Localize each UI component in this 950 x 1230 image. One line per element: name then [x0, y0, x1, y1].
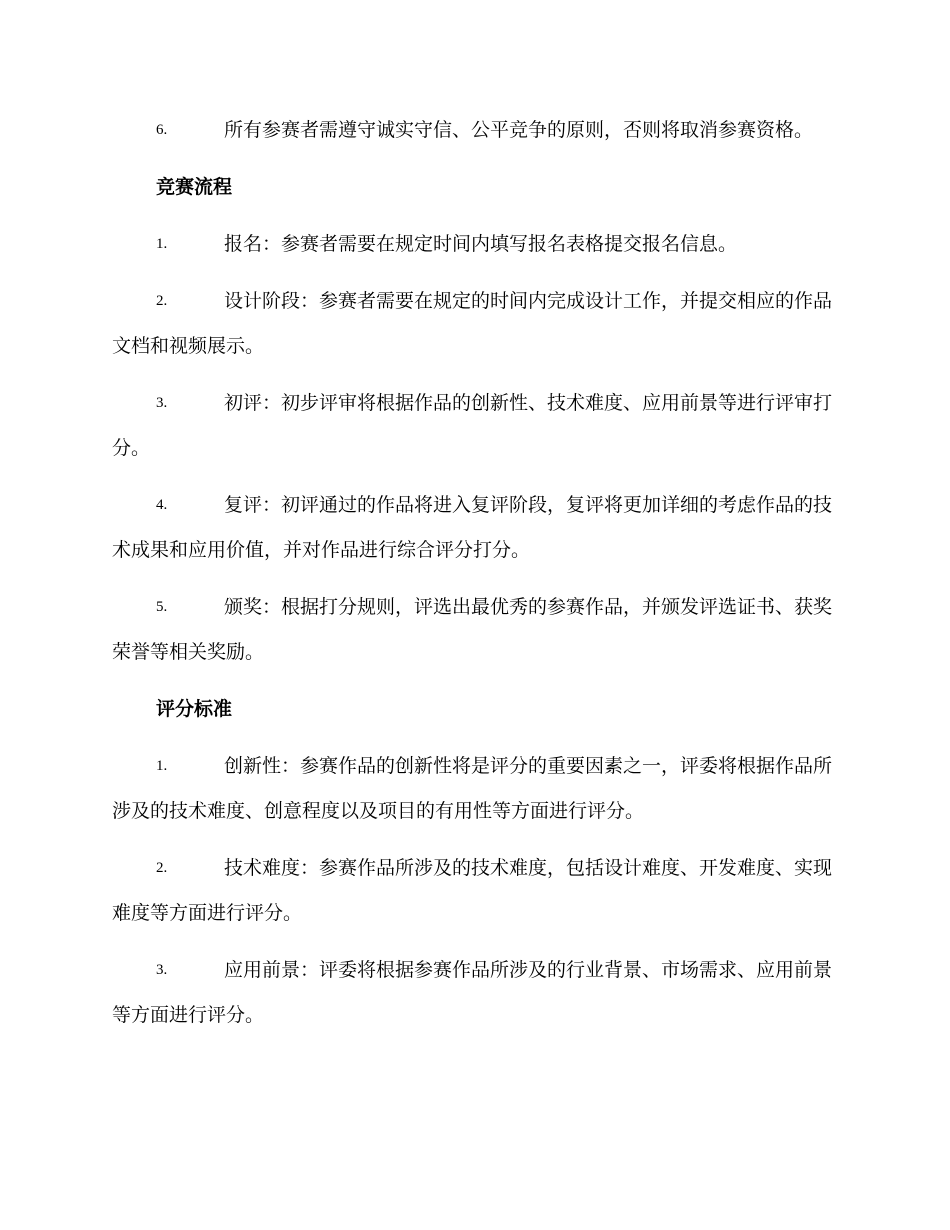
list-item-text: 创新性：参赛作品的创新性将是评分的重要因素之一，评委将根据作品所涉及的技术难度、创意程度以及项目的有用性等方面进行评分。 [112, 755, 833, 822]
list-item-number: 3. [156, 395, 168, 411]
document-body [112, 108, 832, 1050]
list-item-text: 初评：初步评审将根据作品的创新性、技术难度、应用前景等进行评审打分。 [112, 392, 833, 459]
list-item-text: 复评：初评通过的作品将进入复评阶段，复评将更加详细的考虑作品的技术成果和应用价值，并对作品进行综合评分打分。 [112, 494, 833, 561]
list-item [112, 483, 832, 573]
list-item [112, 585, 832, 675]
list-item-number: 2. [156, 293, 168, 309]
list-item-number: 3. [156, 962, 168, 978]
list-item-number: 5. [156, 599, 168, 615]
list-item-text: 设计阶段：参赛者需要在规定的时间内完成设计工作，并提交相应的作品文档和视频展示。 [112, 290, 833, 357]
list-item-text: 颁奖：根据打分规则，评选出最优秀的参赛作品，并颁发评选证书、获奖荣誉等相关奖励。 [112, 596, 833, 663]
list-item-number: 6. [156, 122, 168, 138]
list-item [112, 846, 832, 936]
list-item [112, 222, 832, 267]
list-item [112, 279, 832, 369]
list-item-text: 报名：参赛者需要在规定时间内填写报名表格提交报名信息。 [224, 233, 738, 255]
list-item-number: 2. [156, 860, 168, 876]
list-item [112, 948, 832, 1038]
list-item-text: 技术难度：参赛作品所涉及的技术难度，包括设计难度、开发难度、实现难度等方面进行评分。 [112, 857, 833, 924]
list-item-text: 所有参赛者需遵守诚实守信、公平竞争的原则，否则将取消参赛资格。 [224, 119, 814, 141]
list-item-number: 1. [156, 236, 168, 252]
section-heading-process: 竞赛流程 [156, 176, 233, 198]
list-item [112, 744, 832, 834]
section-heading-scoring: 评分标准 [156, 698, 233, 720]
list-item [112, 108, 832, 153]
list-item-text: 应用前景：评委将根据参赛作品所涉及的行业背景、市场需求、应用前景等方面进行评分。 [112, 959, 833, 1026]
list-item [112, 381, 832, 471]
list-item-number: 4. [156, 497, 168, 513]
list-item-number: 1. [156, 758, 168, 774]
